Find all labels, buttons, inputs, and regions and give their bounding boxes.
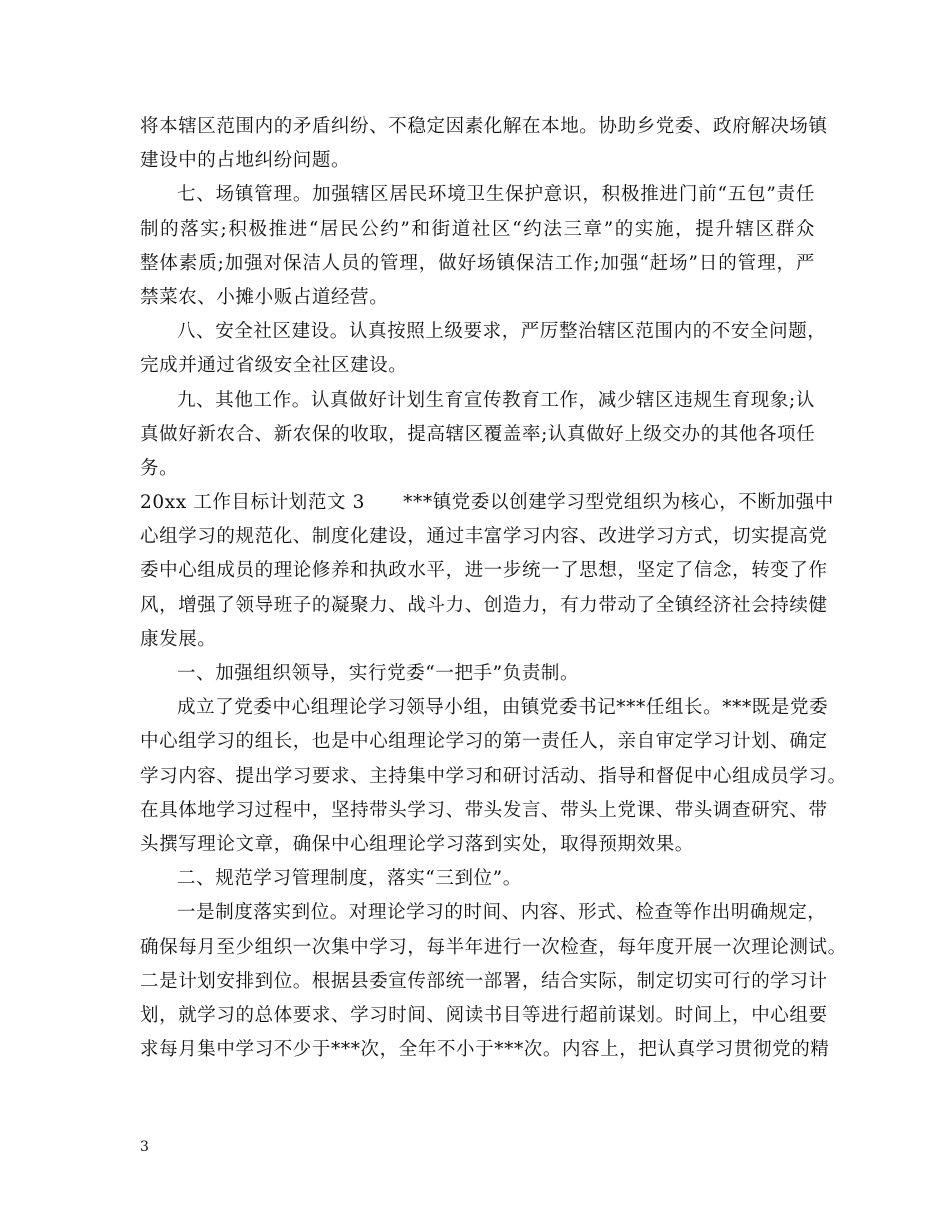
text-line: 一是制度落实到位。对理论学习的时间、内容、形式、检查等作出明确规定， <box>177 902 827 924</box>
text-line: 20xx 工作目标计划范文 3 ***镇党委以创建学习型党组织为核心，不断加强中 <box>140 492 834 514</box>
text-line: 禁菜农、小摊小贩占道经营。 <box>140 286 389 308</box>
page-number: 3 <box>140 1139 149 1155</box>
text-line: 二是计划安排到位。根据县委宣传部统一部署，结合实际，制定切实可行的学习计 <box>140 970 828 992</box>
text-line: 务。 <box>140 457 179 479</box>
text-line: 整体素质;加强对保洁人员的管理，做好场镇保洁工作;加强“赶场”日的管理，严 <box>140 252 815 274</box>
text-line: 七、场镇管理。加强辖区居民环境卫生保护意识，积极推进门前“五包”责任 <box>177 184 815 206</box>
text-line: 九、其他工作。认真做好计划生育宣传教育工作，减少辖区违规生育现象;认 <box>177 389 815 411</box>
text-line: 二、规范学习管理制度，落实“三到位”。 <box>177 868 522 890</box>
text-line: 将本辖区范围内的矛盾纠纷、不稳定因素化解在本地。协助乡党委、政府解决场镇 <box>140 116 828 137</box>
text-line: 风，增强了领导班子的凝聚力、战斗力、创造力，有力带动了全镇经济社会持续健 <box>140 594 828 616</box>
text-line: 委中心组成员的理论修养和执政水平，进一步统一了思想，坚定了信念，转变了作 <box>140 560 828 582</box>
text-line: 确保每月至少组织一次集中学习，每半年进行一次检查，每年度开展一次理论测试。 <box>140 936 847 958</box>
text-line: 在具体地学习过程中，坚持带头学习、带头发言、带头上党课、带头调查研究、带 <box>140 799 828 821</box>
text-line: 心组学习的规范化、制度化建设，通过丰富学习内容、改进学习方式，切实提高党 <box>140 526 828 548</box>
text-line: 八、安全社区建设。认真按照上级要求，严厉整治辖区范围内的不安全问题， <box>177 321 827 343</box>
text-line: 中心组学习的组长，也是中心组理论学习的第一责任人，亲自审定学习计划、确定 <box>140 731 828 753</box>
text-line: 划，就学习的总体要求、学习时间、阅读书目等进行超前谋划。时间上，中心组要 <box>140 1004 828 1026</box>
text-line: 建设中的占地纠纷问题。 <box>140 150 351 172</box>
text-line: 康发展。 <box>140 628 217 650</box>
text-line: 一、加强组织领导，实行党委“一把手”负责制。 <box>177 663 580 684</box>
text-line: 完成并通过省级安全社区建设。 <box>140 355 408 377</box>
text-line: 求每月集中学习不少于***次，全年不小于***次。内容上，把认真学习贯彻党的精 <box>140 1039 830 1061</box>
text-line: 成立了党委中心组理论学习领导小组，由镇党委书记***任组长。***既是党委 <box>177 697 829 719</box>
document-body <box>140 110 847 1067</box>
text-line: 真做好新农合、新农保的收取，提高辖区覆盖率;认真做好上级交办的其他各项任 <box>140 423 816 445</box>
text-line: 学习内容、提出学习要求、主持集中学习和研讨活动、指导和督促中心组成员学习。 <box>140 765 847 787</box>
text-line: 制的落实;积极推进“居民公约”和街道社区“约法三章”的实施，提升辖区群众 <box>140 218 815 240</box>
text-line: 头撰写理论文章，确保中心组理论学习落到实处，取得预期效果。 <box>140 833 694 855</box>
